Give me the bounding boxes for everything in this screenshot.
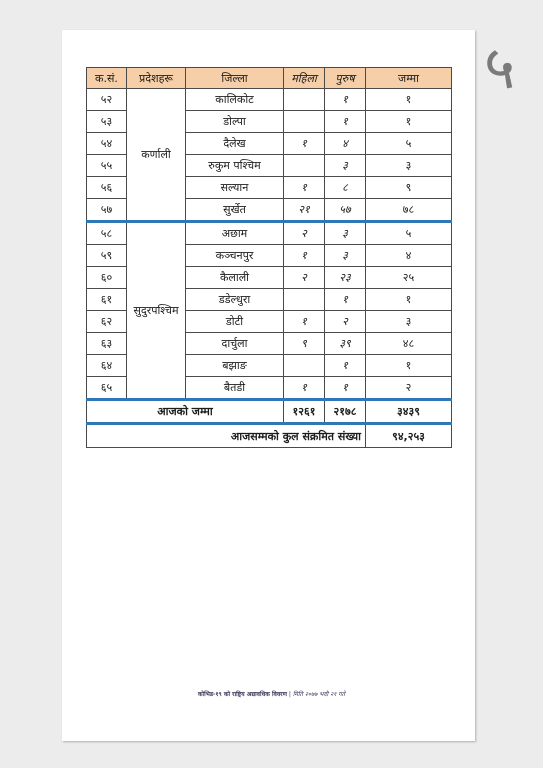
cell-total: २ [366, 377, 452, 400]
cell-male: १ [325, 289, 366, 311]
district-cases-table [86, 67, 452, 448]
cell-male: १ [325, 377, 366, 400]
cell-male: ८ [325, 177, 366, 199]
cell-total: ५ [366, 133, 452, 155]
cell-sn: ६१ [87, 289, 127, 311]
footer-date: मिति २०७७ भदौ २१ गते [292, 691, 346, 698]
table-header-row [87, 68, 452, 89]
cell-female: २ [284, 222, 325, 245]
cell-total: ४ [366, 245, 452, 267]
cell-district: सुर्खेत [186, 199, 284, 222]
cell-female: २ [284, 267, 325, 289]
cell-province: कर्णाली [127, 89, 186, 222]
cell-male: ३९ [325, 333, 366, 355]
cell-total: १ [366, 89, 452, 111]
cell-total: ३ [366, 155, 452, 177]
cell-sn: ५४ [87, 133, 127, 155]
cell-province: सुदुरपश्चिम [127, 222, 186, 400]
cell-sn: ५८ [87, 222, 127, 245]
col-header-sn: क.सं. [87, 68, 127, 89]
cell-total: ९ [366, 177, 452, 199]
cell-sn: ६४ [87, 355, 127, 377]
cell-district: कञ्चनपुर [186, 245, 284, 267]
cell-male: ५७ [325, 199, 366, 222]
cell-sn: ६३ [87, 333, 127, 355]
cell-sn: ५२ [87, 89, 127, 111]
cell-total: ४८ [366, 333, 452, 355]
cell-sn: ५५ [87, 155, 127, 177]
cell-district: रुकुम पश्चिम [186, 155, 284, 177]
col-header-male: पुरुष [325, 68, 366, 89]
cell-female: ९ [284, 333, 325, 355]
today-total-value: ३४३९ [366, 400, 452, 424]
cell-female [284, 155, 325, 177]
today-total-female: १२६१ [284, 400, 325, 424]
table-row [87, 222, 452, 245]
cumulative-label: आजसम्मको कुल संक्रमित संख्या [87, 424, 366, 448]
cell-male: ३ [325, 245, 366, 267]
cell-district: कालिकोट [186, 89, 284, 111]
cell-male: ३ [325, 155, 366, 177]
cell-district: डोटी [186, 311, 284, 333]
cell-sn: ५७ [87, 199, 127, 222]
cell-district: दैलेख [186, 133, 284, 155]
today-total-male: २१७८ [325, 400, 366, 424]
cell-district: दार्चुला [186, 333, 284, 355]
cell-female: १ [284, 245, 325, 267]
cell-total: २५ [366, 267, 452, 289]
cell-total: १ [366, 289, 452, 311]
col-header-total: जम्मा [366, 68, 452, 89]
cell-male: २३ [325, 267, 366, 289]
cell-total: १ [366, 111, 452, 133]
cell-district: डडेल्धुरा [186, 289, 284, 311]
cell-female: २१ [284, 199, 325, 222]
cell-district: कैलाली [186, 267, 284, 289]
cell-district: सल्यान [186, 177, 284, 199]
cell-sn: ५६ [87, 177, 127, 199]
cell-male: १ [325, 89, 366, 111]
col-header-province: प्रदेशहरू [127, 68, 186, 89]
cell-district: बझाङ [186, 355, 284, 377]
cell-sn: ६२ [87, 311, 127, 333]
footer-title: कोभिड-१९ को राष्ट्रिय अद्यावधिक विवरण [197, 691, 287, 698]
cell-total: ५ [366, 222, 452, 245]
cell-sn: ५९ [87, 245, 127, 267]
cell-sn: ५३ [87, 111, 127, 133]
col-header-district: जिल्ला [186, 68, 284, 89]
cell-sn: ६० [87, 267, 127, 289]
table-row [87, 89, 452, 111]
cell-female [284, 289, 325, 311]
cell-district: बैतडी [186, 377, 284, 400]
cell-female: १ [284, 177, 325, 199]
cell-total: ७८ [366, 199, 452, 222]
cell-sn: ६५ [87, 377, 127, 400]
page-number-marker: ५ [484, 33, 516, 103]
cell-female [284, 355, 325, 377]
cell-total: ३ [366, 311, 452, 333]
cell-female [284, 89, 325, 111]
cell-district: डोल्पा [186, 111, 284, 133]
cumulative-total-row [87, 424, 452, 448]
cell-female: १ [284, 311, 325, 333]
cell-male: १ [325, 355, 366, 377]
cumulative-value: ९४,२५३ [366, 424, 452, 448]
today-total-row [87, 400, 452, 424]
cell-female [284, 111, 325, 133]
footer-separator: | [288, 691, 291, 698]
today-total-label: आजको जम्मा [87, 400, 284, 424]
cell-female: १ [284, 377, 325, 400]
cell-total: १ [366, 355, 452, 377]
cell-male: १ [325, 111, 366, 133]
cell-female: १ [284, 133, 325, 155]
cell-male: ४ [325, 133, 366, 155]
col-header-female: महिला [284, 68, 325, 89]
cell-male: २ [325, 311, 366, 333]
cell-male: ३ [325, 222, 366, 245]
page-footer [60, 690, 483, 698]
cell-district: अछाम [186, 222, 284, 245]
